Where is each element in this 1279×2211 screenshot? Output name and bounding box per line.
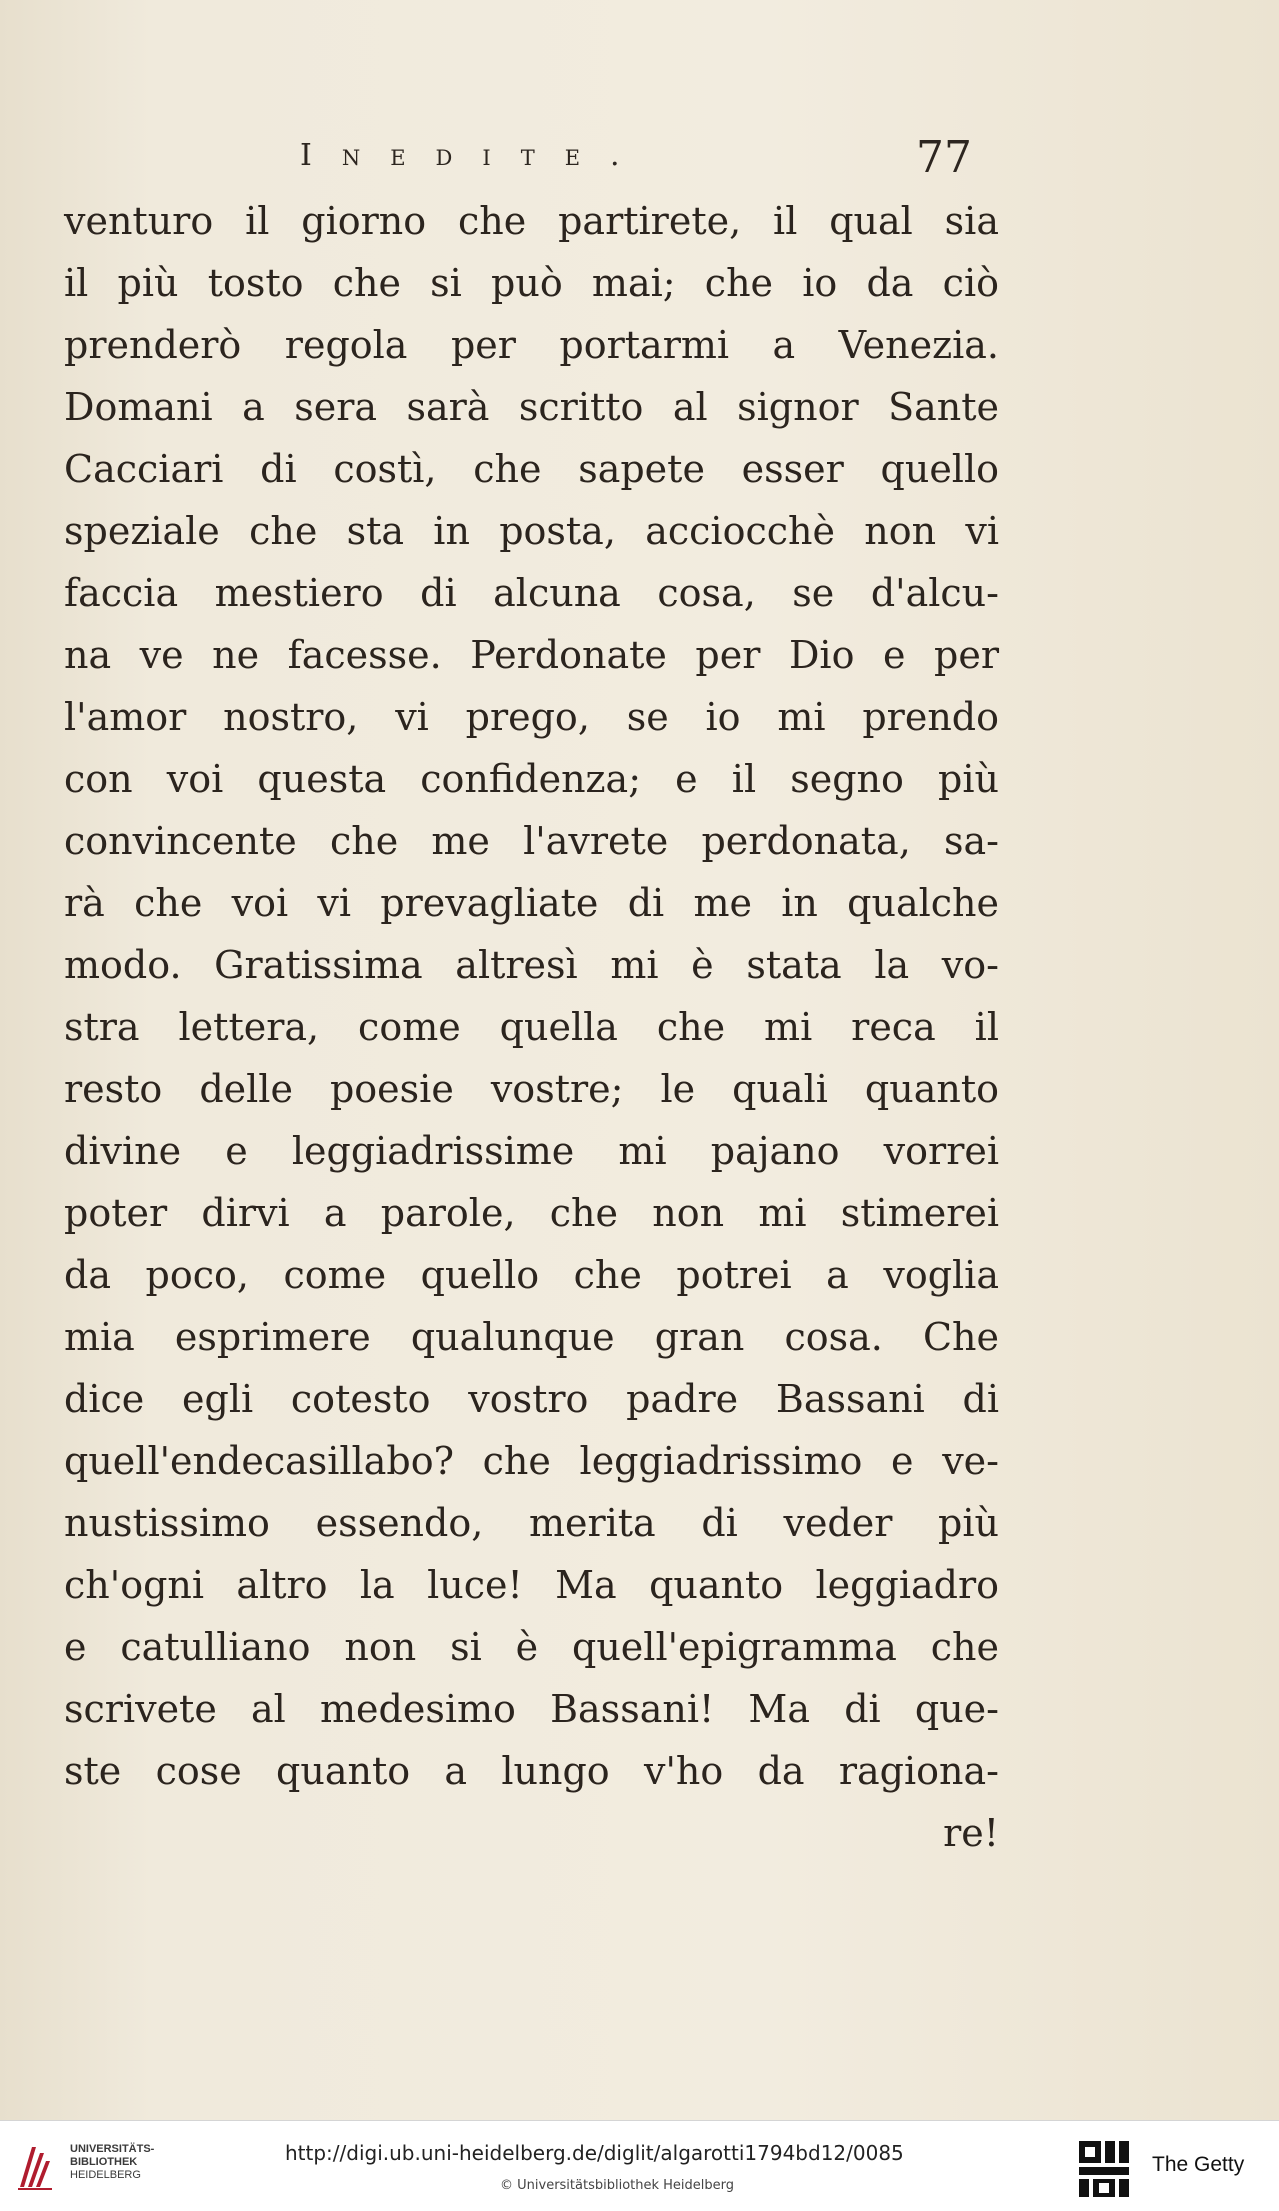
copyright-notice: © Universitätsbibliothek Heidelberg xyxy=(500,2178,735,2193)
text-line: ch'ogni altro la luce! Ma quanto leggiadro xyxy=(64,1563,999,1607)
library-name-line: BIBLIOTHEK xyxy=(70,2156,138,2168)
text-line: scrivete al medesimo Bassani! Ma di que- xyxy=(64,1687,999,1731)
body-text xyxy=(64,190,999,1864)
text-line: quell'endecasillabo? che leggiadrissimo e ve- xyxy=(64,1439,999,1483)
library-name-line: HEIDELBERG xyxy=(70,2169,141,2181)
text-line: venturo il giorno che partirete, il qual sia xyxy=(64,199,999,243)
text-line: resto delle poesie vostre; le quali quanto xyxy=(64,1067,999,1111)
page-number: 77 xyxy=(916,132,972,183)
text-line: convincente che me l'avrete perdonata, sa- xyxy=(64,819,999,863)
text-line: ste cose quanto a lungo v'ho da ragiona- xyxy=(64,1749,999,1793)
permalink-url[interactable]: http://digi.ub.uni-heidelberg.de/diglit/algarotti1794bd12/0085 xyxy=(285,2141,904,2165)
text-line-last: re! xyxy=(943,1811,999,1855)
getty-logo-icon xyxy=(1077,2139,1131,2199)
text-line: e catulliano non si è quell'epigramma che xyxy=(64,1625,999,1669)
text-line: l'amor nostro, vi prego, se io mi prendo xyxy=(64,695,999,739)
university-library-name xyxy=(70,2143,154,2182)
viewer-footer xyxy=(0,2120,1279,2211)
text-line: dice egli cotesto vostro padre Bassani di xyxy=(64,1377,999,1421)
text-line: modo. Gratissima altresì mi è stata la vo- xyxy=(64,943,999,987)
text-line: mia esprimere qualunque gran cosa. Che xyxy=(64,1315,999,1359)
text-line: Cacciari di costì, che sapete esser quello xyxy=(64,447,999,491)
text-line: prenderò regola per portarmi a Venezia. xyxy=(64,323,999,367)
text-line: na ve ne facesse. Perdonate per Dio e per xyxy=(64,633,999,677)
text-line: stra lettera, come quella che mi reca il xyxy=(64,1005,999,1049)
running-head: Inedite. xyxy=(300,138,650,173)
page-header xyxy=(300,132,980,182)
text-line: Domani a sera sarà scritto al signor Sante xyxy=(64,385,999,429)
text-line: speziale che sta in posta, acciocchè non vi xyxy=(64,509,999,553)
text-line: il più tosto che si può mai; che io da ciò xyxy=(64,261,999,305)
library-name-line: UNIVERSITÄTS- xyxy=(70,2143,155,2155)
text-line: con voi questa confidenza; e il segno più xyxy=(64,757,999,801)
text-line: faccia mestiero di alcuna cosa, se d'alcu- xyxy=(64,571,999,615)
university-library-logo-icon xyxy=(12,2141,56,2193)
text-line: divine e leggiadrissime mi pajano vorrei xyxy=(64,1129,999,1173)
text-line: nustissimo essendo, merita di veder più xyxy=(64,1501,999,1545)
getty-name: The Getty xyxy=(1152,2153,1245,2176)
text-line: da poco, come quello che potrei a voglia xyxy=(64,1253,999,1297)
text-line: rà che voi vi prevagliate di me in qualche xyxy=(64,881,999,925)
text-line: poter dirvi a parole, che non mi stimerei xyxy=(64,1191,999,1235)
